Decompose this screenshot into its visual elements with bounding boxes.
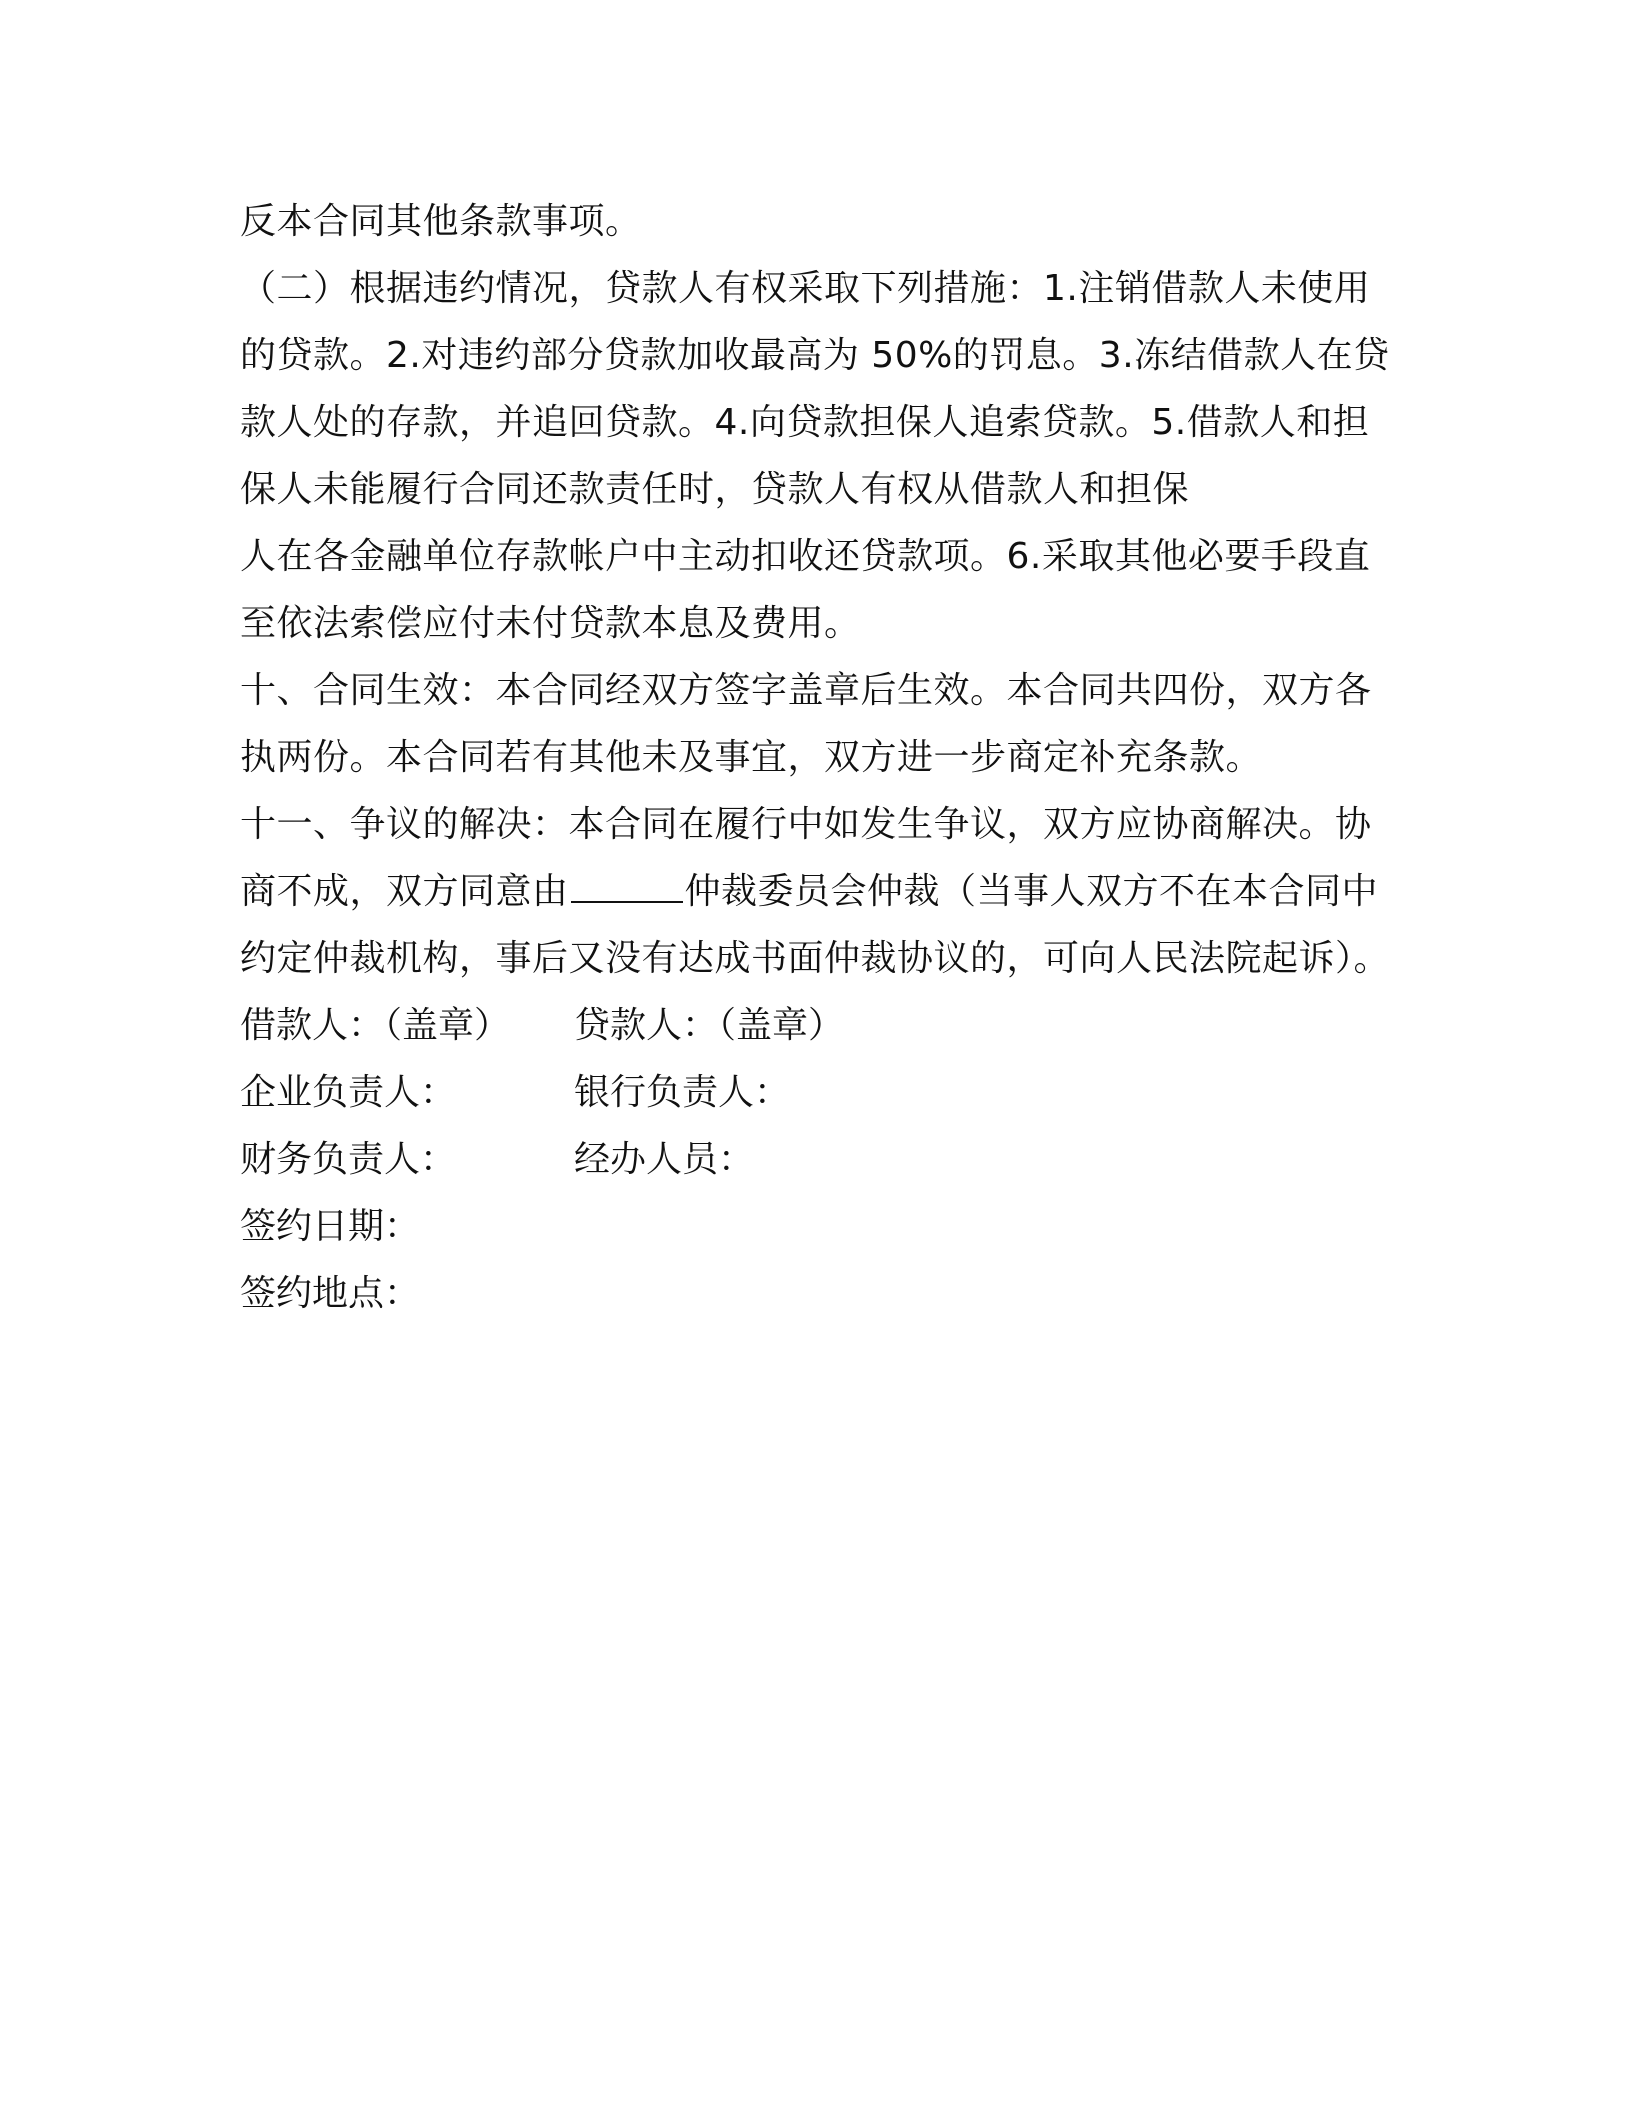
arbitration-blank-field — [571, 871, 683, 903]
document-body — [240, 188, 1400, 1327]
sign-date-label: 签约日期： — [240, 1206, 421, 1247]
text-line: 十一、争议的解决：本合同在履行中如发生争议，双方应协商解决。协 — [240, 804, 1372, 845]
finance-head-label: 财务负责人： — [240, 1139, 457, 1180]
signature-row — [240, 1260, 1400, 1327]
handler-label: 经办人员： — [574, 1139, 755, 1180]
text-line: 保人未能履行合同还款责任时，贷款人有权从借款人和担保 — [240, 469, 1190, 510]
text-line: 款人处的存款，并追回贷款。4.向贷款担保人追索贷款。5.借款人和担 — [240, 402, 1370, 443]
text-line: 反本合同其他条款事项。 — [240, 201, 642, 242]
sign-place-label: 签约地点： — [240, 1273, 421, 1314]
bank-head-label: 银行负责人： — [574, 1072, 791, 1113]
text-segment: 仲裁委员会仲裁（当事人双方不在本合同中 — [684, 871, 1379, 912]
text-line: 的贷款。2.对违约部分贷款加收最高为 50%的罚息。3.冻结借款人在贷 — [240, 335, 1390, 376]
text-line: （二）根据违约情况，贷款人有权采取下列措施：1.注销借款人未使用 — [240, 268, 1371, 309]
signature-row — [240, 1193, 1400, 1260]
text-line: 人在各金融单位存款帐户中主动扣收还贷款项。6.采取其他必要手段直 — [240, 536, 1371, 577]
lender-seal-label: 贷款人：（盖章） — [574, 1005, 845, 1046]
text-line: 约定仲裁机构，事后又没有达成书面仲裁协议的，可向人民法院起诉）。 — [240, 938, 1391, 979]
signature-row — [240, 992, 1400, 1059]
text-segment: 商不成，双方同意由 — [240, 871, 569, 912]
text-line: 执两份。本合同若有其他未及事宜，双方进一步商定补充条款。 — [240, 737, 1263, 778]
text-line: 十、合同生效：本合同经双方签字盖章后生效。本合同共四份，双方各 — [240, 670, 1372, 711]
borrower-seal-label: 借款人：（盖章） — [240, 1005, 511, 1046]
signature-row — [240, 1059, 1400, 1126]
signature-row — [240, 1126, 1400, 1193]
text-line-with-blank — [240, 858, 1400, 925]
text-line: 至依法索偿应付未付贷款本息及费用。 — [240, 603, 861, 644]
enterprise-head-label: 企业负责人： — [240, 1072, 457, 1113]
